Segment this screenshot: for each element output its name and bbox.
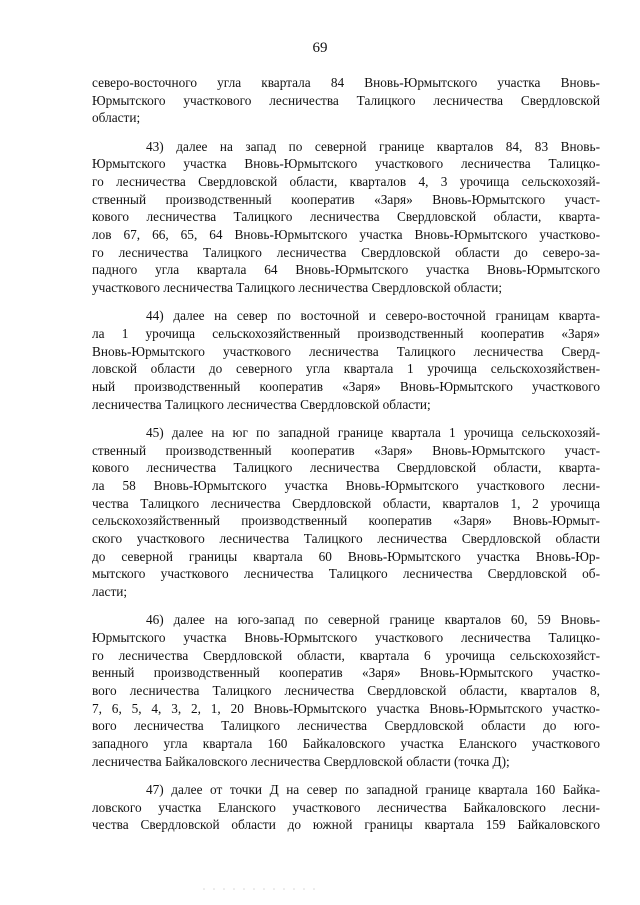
text-line: ловской области до северного угла квартала 1 урочища сельскохозяйствен-	[92, 361, 600, 377]
text-line: ственный производственный кооператив «Заря» Вновь-Юрмытского участ-	[92, 442, 600, 458]
text-line: венный производственный кооператив «Заря» Вновь-Юрмытского участко-	[92, 665, 600, 681]
text-line: сельскохозяйственный производственный кооператив «Заря» Вновь-Юрмыт-	[92, 513, 600, 529]
text-line: лесничества Талицкого лесничества Свердловской области;	[92, 396, 431, 412]
text-line: лов 67, 66, 65, 64 Вновь-Юрмытского участка Вновь-Юрмытского участково-	[92, 227, 600, 242]
text-line: Юрмытского участкового лесничества Талицкого лесничества Свердловской	[92, 92, 600, 108]
paragraph	[92, 307, 600, 413]
paragraph-gap	[92, 127, 600, 138]
text-line: северо-восточного угла квартала 84 Вновь-Юрмытского участка Вновь-	[92, 75, 600, 90]
text-line: 7, 6, 5, 4, 3, 2, 1, 20 Вновь-Юрмытского участка Вновь-Юрмытского участко-	[92, 700, 600, 716]
document-body	[92, 74, 600, 834]
text-line: го лесничества Талицкого лесничества Свердловской области до северо-за-	[92, 244, 600, 260]
scan-artifact	[200, 886, 330, 892]
text-line: ственный производственный кооператив «Заря» Вновь-Юрмытского участ-	[92, 191, 600, 207]
text-line: чества Талицкого лесничества Свердловской области, кварталов 1, 2 урочища	[92, 495, 600, 511]
text-line: 43) далее на запад по северной границе кварталов 84, 83 Вновь-	[146, 138, 600, 154]
text-line: ла 58 Вновь-Юрмытского участка Вновь-Юрмытского участкового лесни-	[92, 477, 600, 493]
text-line: Вновь-Юрмытского участкового лесничества Талицкого лесничества Сверд-	[92, 343, 600, 359]
text-line: ласти;	[92, 584, 128, 600]
text-line: мытского участкового лесничества Талицкого лесничества Свердловской об-	[92, 566, 600, 582]
text-line: чества Свердловской области до южной границы квартала 159 Байкаловского	[92, 817, 600, 833]
paragraph	[92, 611, 600, 770]
text-line: участкового лесничества Талицкого лесничества Свердловской области;	[92, 280, 503, 296]
text-line: кового лесничества Талицкого лесничества Свердловской области, кварта-	[92, 460, 600, 476]
paragraph-gap	[92, 297, 600, 308]
text-line: падного угла квартала 64 Вновь-Юрмытского участка Вновь-Юрмытского	[92, 262, 600, 278]
text-line: лесничества Байкаловского лесничества Свердловской области (точка Д);	[92, 753, 510, 769]
text-line: 47) далее от точки Д на север по западной границе квартала 160 Байка-	[146, 781, 600, 797]
text-line: кового лесничества Талицкого лесничества Свердловской области, кварта-	[92, 209, 600, 225]
text-line: вого лесничества Талицкого лесничества Свердловской области до юго-	[92, 718, 600, 734]
text-line: области;	[92, 110, 141, 126]
text-line: го лесничества Свердловской области, квартала 6 урочища сельскохозяйст-	[92, 647, 600, 663]
text-line: ского участкового лесничества Талицкого лесничества Свердловской области	[92, 531, 600, 546]
text-line: Юрмытского участка Вновь-Юрмытского участкового лесничества Талицко-	[92, 156, 600, 172]
text-line: вого лесничества Талицкого лесничества Свердловской области, кварталов 8,	[92, 683, 600, 698]
text-line: го лесничества Свердловской области, кварталов 4, 3 урочища сельскохозяй-	[92, 173, 600, 189]
paragraph	[92, 74, 600, 127]
paragraph-gap	[92, 770, 600, 781]
text-line: ловского участка Еланского участкового лесничества Байкаловского лесни-	[92, 799, 600, 815]
paragraph-gap	[92, 413, 600, 424]
paragraph-gap	[92, 601, 600, 612]
text-line: 46) далее на юго-запад по северной границе кварталов 60, 59 Вновь-	[146, 612, 600, 628]
page-number: 69	[312, 40, 328, 56]
text-line: 45) далее на юг по западной границе квартала 1 урочища сельскохозяй-	[146, 424, 600, 440]
paragraph	[92, 424, 600, 601]
paragraph	[92, 781, 600, 834]
text-line: Юрмытского участка Вновь-Юрмытского участкового лесничества Талицко-	[92, 629, 600, 645]
text-line: ла 1 урочища сельскохозяйственный производственный кооператив «Заря»	[92, 325, 600, 341]
text-line: до северной границы квартала 60 Вновь-Юрмытского участка Вновь-Юр-	[92, 548, 600, 564]
paragraph	[92, 138, 600, 297]
text-line: 44) далее на север по восточной и северо-восточной границам кварта-	[146, 308, 600, 324]
text-line: ный производственный кооператив «Заря» Вновь-Юрмытского участкового	[92, 379, 600, 394]
text-line: западного угла квартала 160 Байкаловского участка Еланского участкового	[92, 736, 600, 752]
